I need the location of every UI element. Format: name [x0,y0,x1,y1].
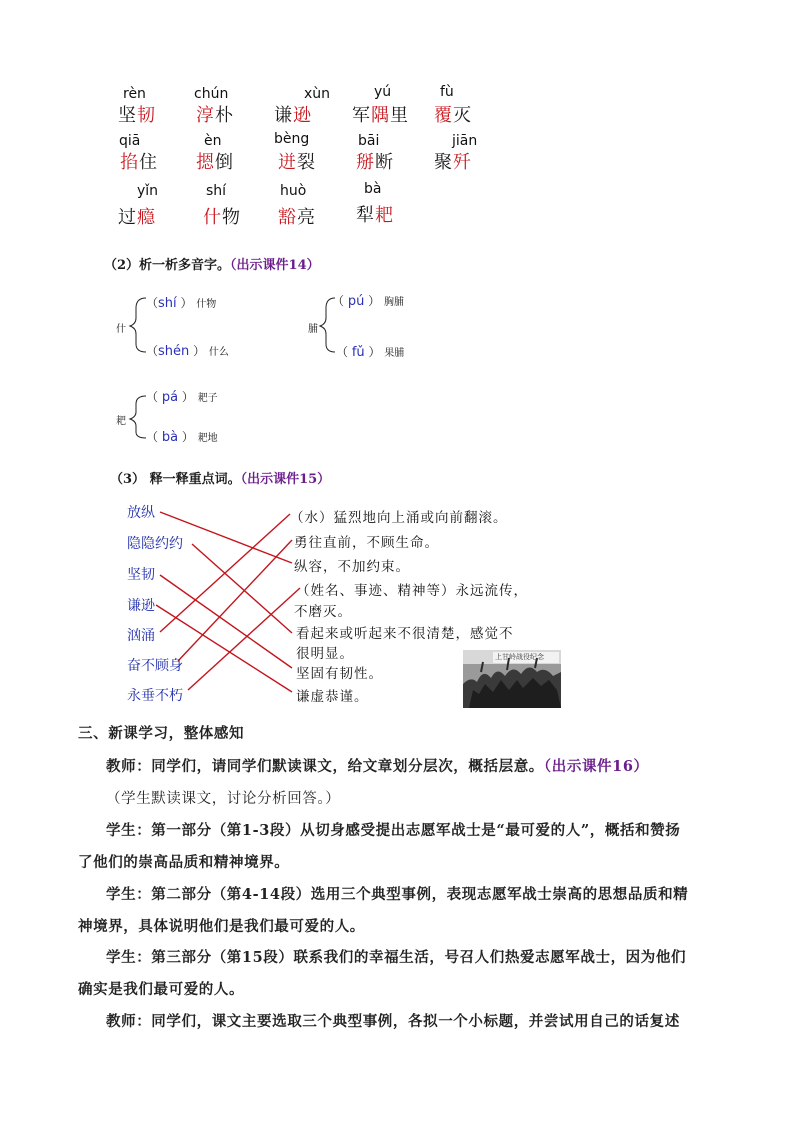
section-heading-new-lesson: 三、新课学习，整体感知 [78,725,245,742]
term: 放纵 [127,505,155,521]
definition: （姓名、事迹、精神等）永远流传， [296,583,528,599]
term: 谦逊 [127,598,155,614]
pinyin: qiā [119,133,141,149]
vocab-word: 覆灭 [434,105,472,126]
term: 奋不顾身 [127,658,183,674]
photo-caption: 上甘岭战役纪念 [495,653,544,661]
vocab-word: 豁亮 [278,207,316,228]
definition: 坚固有韧性。 [296,666,383,682]
vocab-word: 犁耙 [356,205,394,226]
vocab-word: 聚歼 [434,152,472,173]
vocab-word: 淳朴 [196,105,234,126]
pinyin: yú [374,84,392,100]
term: 坚韧 [127,567,155,583]
definition: （水）猛烈地向上涌或向前翻滚。 [290,510,508,526]
vocab-word: 谦逊 [274,105,312,126]
term: 隐隐约约 [127,536,183,552]
polyphone-reading: （shén ） 什么 [146,344,229,359]
paragraph-line: 教师：同学们，课文主要选取三个典型事例，各拟一个小标题，并尝试用自己的话复述 [106,1013,680,1030]
polyphone-reading: （ pú ） 胸脯 [332,294,404,309]
definition: 谦虚恭谨。 [296,689,369,705]
section-heading-keywords: （3） 释一释重点词。（出示课件15） [110,472,331,487]
paragraph-line: 学生：第二部分（第4-14段）选用三个典型事例，表现志愿军战士崇高的思想品质和精 [106,886,689,903]
pinyin: bāi [358,133,380,149]
vocab-word: 掰断 [356,152,394,173]
polyphone-char: 什 [116,324,126,335]
pinyin: huò [280,183,307,199]
paragraph-line: 学生：第三部分（第15段）联系我们的幸福生活，号召人们热爱志愿军战士，因为他们 [106,949,687,966]
pinyin: xùn [304,86,331,102]
definition: 勇往直前，不顾生命。 [294,535,439,551]
vocab-word: 过瘾 [118,207,156,228]
definition: 纵容，不加约束。 [294,559,410,575]
polyphone-reading: （ bà ） 耙地 [146,430,218,445]
paragraph-line: 神境界，具体说明他们是我们最可爱的人。 [78,918,365,935]
war-memorial-photo [463,650,561,708]
paragraph-line: 学生：第一部分（第1-3段）从切身感受提出志愿军战士是“最可爱的人”，概括和赞扬 [106,822,681,839]
pinyin: bèng [274,131,310,147]
paragraph-line: 了他们的崇高品质和精神境界。 [78,854,290,871]
paragraph-line: 确实是我们最可爱的人。 [78,981,245,998]
vocab-word: 掐住 [120,152,158,173]
term: 汹涌 [127,628,155,644]
pinyin: èn [204,133,222,149]
pinyin: jiān [452,133,478,149]
definition: 很明显。 [296,646,354,662]
vocab-word: 迸裂 [278,152,316,173]
vocab-word: 摁倒 [196,152,234,173]
vocab-word: 坚韧 [118,105,156,126]
definition: 不磨灭。 [294,604,352,620]
vocab-word: 军隅里 [352,105,409,126]
match-line [188,588,300,690]
term: 永垂不朽 [127,688,183,704]
polyphone-char: 脯 [308,324,318,335]
pinyin: yǐn [137,183,159,199]
paragraph-line: （学生默读课文，讨论分析回答。） [106,791,341,807]
polyphone-reading: （ pá ） 耙子 [146,390,218,405]
pinyin: fù [440,84,454,100]
pinyin: chún [194,86,229,102]
section-heading-polyphones: （2）析一析多音字。（出示课件14） [104,258,320,273]
pinyin: bà [364,181,382,197]
polyphone-char: 耙 [116,416,126,427]
vocab-word: 什物 [203,207,241,228]
pinyin: rèn [123,86,146,102]
polyphone-reading: （shí ） 什物 [146,296,217,311]
pinyin: shí [206,183,227,199]
definition: 看起来或听起来不很清楚，感觉不 [296,626,514,642]
paragraph-line: 教师：同学们，请同学们默读课文，给文章划分层次，概括层意。（出示课件16） [106,758,649,775]
polyphone-reading: （ fǔ ） 果脯 [336,345,405,360]
